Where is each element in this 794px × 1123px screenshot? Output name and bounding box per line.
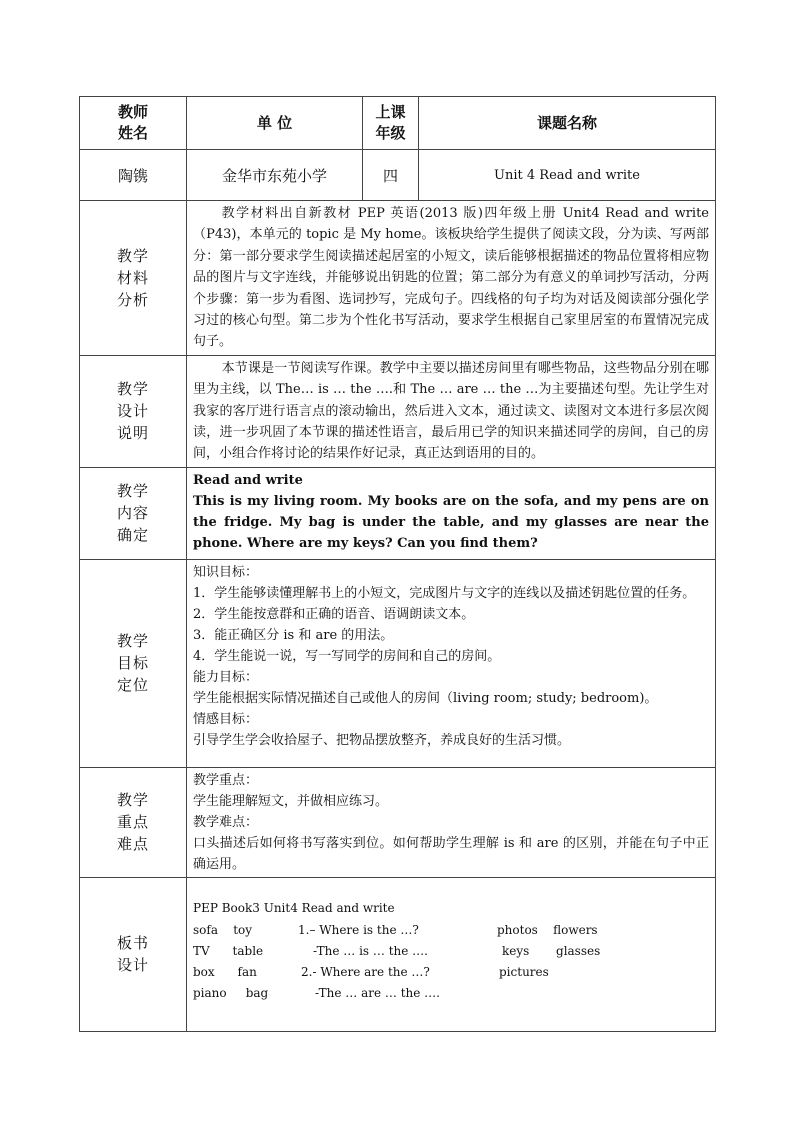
key-focus-text: 学生能理解短文，并做相应练习。 xyxy=(193,793,389,809)
content-title: Read and write xyxy=(193,472,303,488)
grade-value: 四 xyxy=(363,150,419,201)
board-word-right: photos flowers xyxy=(497,922,598,937)
header-row xyxy=(80,97,716,150)
goals-label: 教学 目标 定位 xyxy=(80,559,187,767)
content-row xyxy=(80,467,716,559)
goal-emotion-heading: 情感目标： xyxy=(193,711,259,727)
content-cell xyxy=(187,467,716,559)
board-layout xyxy=(187,878,715,1030)
goal-ability-heading: 能力目标： xyxy=(193,669,259,685)
board-cell xyxy=(187,877,716,1031)
key-label: 教学 重点 难点 xyxy=(80,767,187,877)
material-text: 教学材料出自新教材 PEP 英语(2013 版)四年级上册 Unit4 Read and write（P43)，本单元的 topic 是 My home。该板块给学生提供了阅读文段，分为读、写两部分：第一部分要求学生阅读描述起居室的小短文，读后能够根据描述的物品位置将相应物品的图片与文字连线，并能够说出钥匙的位置；第二部分为有意义的单词抄写活动，分两个步骤：第一步为看图、选词抄写，完成句子。四线格的句子均为对话及阅读部分强化学习过的核心句型。第二步为个性化书写活动，要求学生根据自己家里居室的布置情况完成句子。 xyxy=(187,201,716,356)
key-row xyxy=(80,767,716,877)
header-topic: 课题名称 xyxy=(419,97,716,150)
lesson-plan-table xyxy=(79,96,716,1032)
school-value: 金华市东苑小学 xyxy=(187,150,363,201)
board-title: PEP Book3 Unit4 Read and write xyxy=(193,900,395,915)
design-label: 教学 设计 说明 xyxy=(80,355,187,467)
goals-cell xyxy=(187,559,716,767)
header-grade: 上课 年级 xyxy=(363,97,419,150)
goal-item-4: 4．学生能说一说，写一写同学的房间和自己的房间。 xyxy=(193,648,501,664)
teacher-value: 陶镌 xyxy=(80,150,187,201)
board-word-row: box fan xyxy=(193,964,257,979)
topic-value: Unit 4 Read and write xyxy=(419,150,716,201)
board-sentence: -The … is … the …. xyxy=(313,943,428,958)
board-row xyxy=(80,877,716,1031)
goal-item-1: 1．学生能够读懂理解书上的小短文，完成图片与文字的连线以及描述钥匙位置的任务。 xyxy=(193,585,696,601)
material-label: 教学 材料 分析 xyxy=(80,201,187,356)
board-label: 板书 设计 xyxy=(80,877,187,1031)
design-text: 本节课是一节阅读写作课。教学中主要以描述房间里有哪些物品，这些物品分别在哪里为主线，以 The… is … the ….和 The … are … the …为主要描述句型。先让学生对我家的客厅进行语言点的滚动输出，然后进入文本，通过读文、读图对文本进行多层次阅读，进一步巩固了本节课的描述性语言，最后用已学的知识来描述同学的房间，自己的房间，小组合作将讨论的结果作好记录，真正达到语用的目的。 xyxy=(187,355,716,467)
goal-item-2: 2．学生能按意群和正确的语音、语调朗读文本。 xyxy=(193,606,475,622)
board-word-row: piano bag xyxy=(193,985,269,1000)
material-row xyxy=(80,201,716,356)
header-unit: 单 位 xyxy=(187,97,363,150)
content-label: 教学 内容 确定 xyxy=(80,467,187,559)
board-word-row: sofa toy xyxy=(193,922,253,937)
goal-emotion-text: 引导学生学会收拾屋子、把物品摆放整齐，养成良好的生活习惯。 xyxy=(193,732,571,748)
board-sentence: -The … are … the …. xyxy=(315,985,440,1000)
key-difficulty-text: 口头描述后如何将书写落实到位。如何帮助学生理解 is 和 are 的区别，并能在句子中正确运用。 xyxy=(193,835,709,872)
content-text: This is my living room. My books are on the sofa, and my pens are on the fridge. My bag is under the table, and my glasses are near the phone. Where are my keys? Can you find them? xyxy=(193,493,709,551)
board-word-row: TV table xyxy=(193,943,264,958)
board-sentence: 2.- Where are the …? xyxy=(301,964,430,979)
board-word-right: pictures xyxy=(499,964,549,979)
key-difficulty-heading: 教学难点： xyxy=(193,814,259,830)
board-word-right: keys glasses xyxy=(502,943,601,958)
info-row xyxy=(80,150,716,201)
goal-ability-text: 学生能根据实际情况描述自己或他人的房间（living room; study; bedroom)。 xyxy=(193,690,658,706)
key-focus-heading: 教学重点： xyxy=(193,772,259,788)
design-row xyxy=(80,355,716,467)
goal-item-3: 3．能正确区分 is 和 are 的用法。 xyxy=(193,627,394,643)
key-cell xyxy=(187,767,716,877)
header-teacher-name: 教师 姓名 xyxy=(80,97,187,150)
board-sentence: 1.– Where is the …? xyxy=(298,922,419,937)
goal-knowledge-heading: 知识目标： xyxy=(193,564,259,580)
goals-row xyxy=(80,559,716,767)
